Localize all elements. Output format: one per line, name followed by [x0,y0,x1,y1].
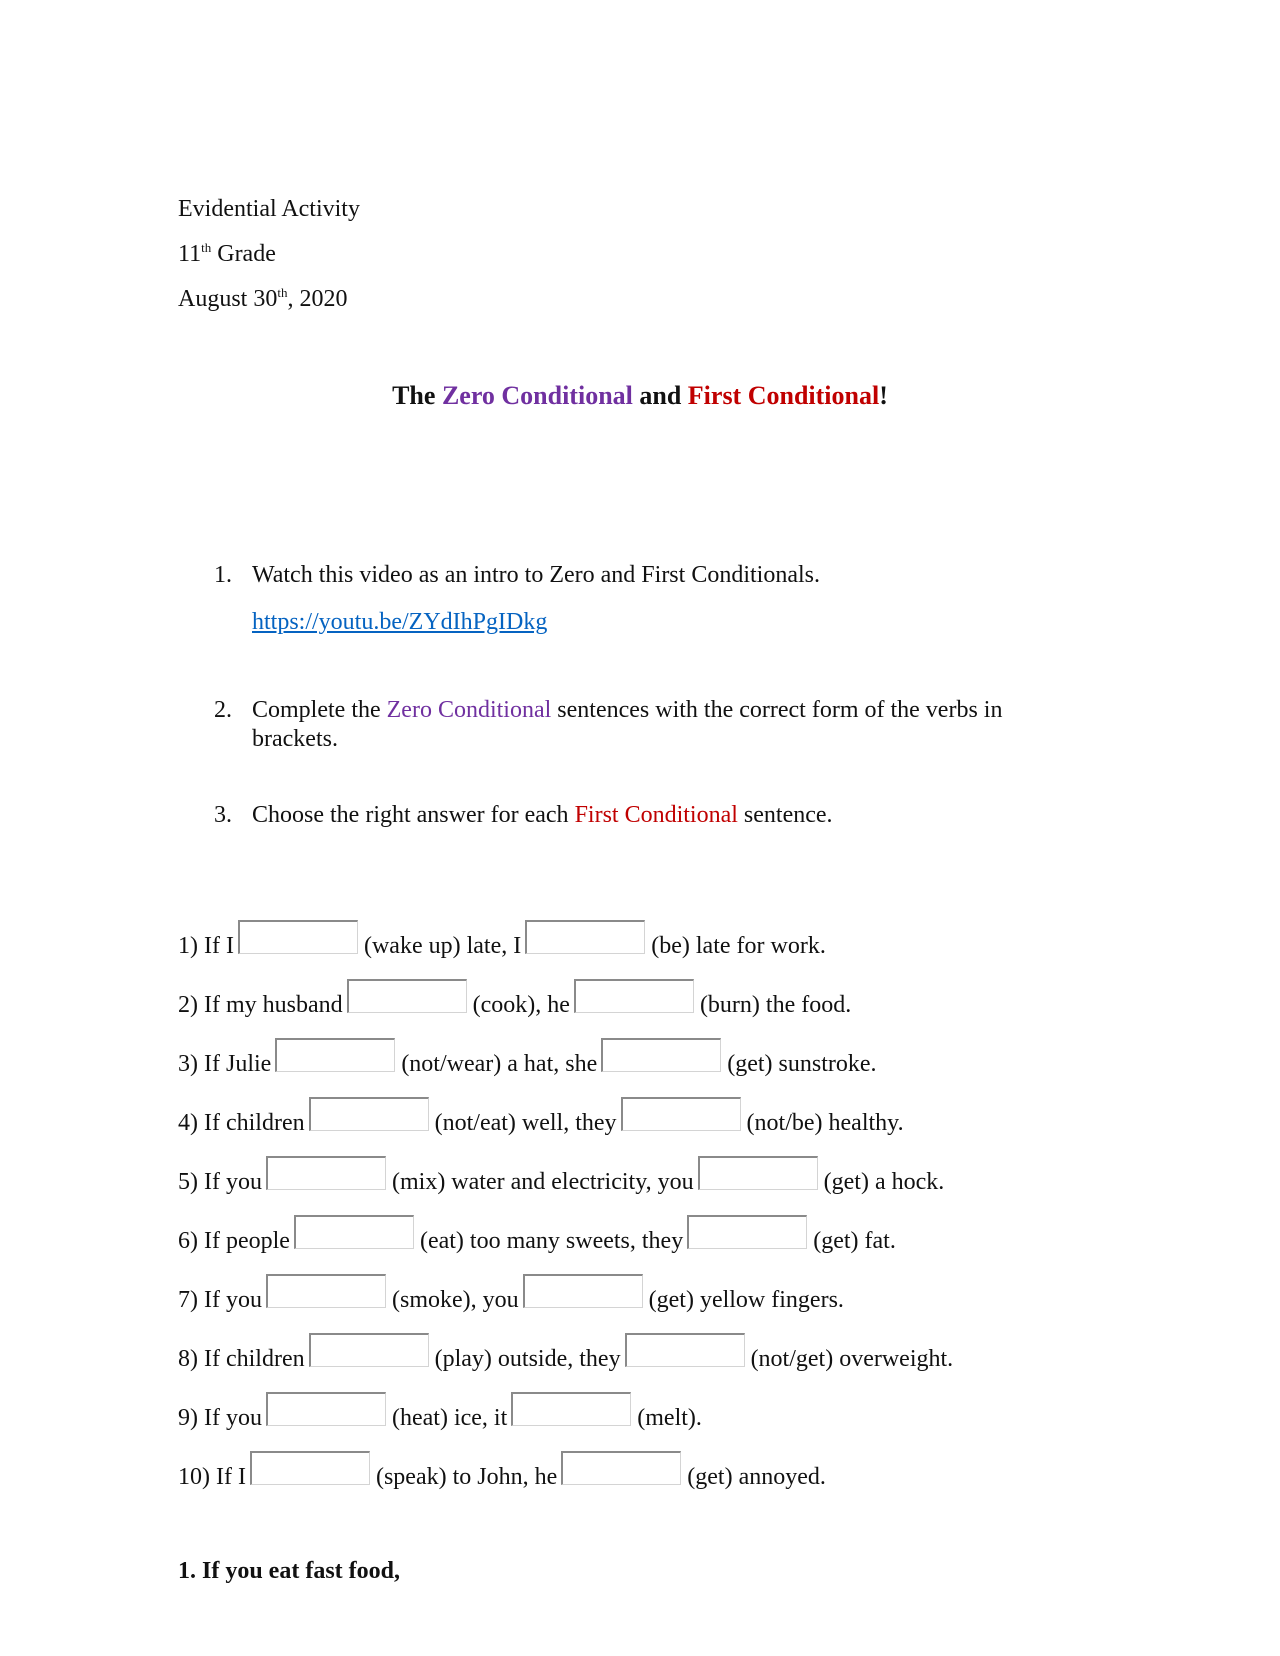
date-suffix: th [277,285,288,300]
instruction-text: Watch this video as an intro to Zero and First Conditionals. [252,562,820,588]
answer-box[interactable] [266,1392,386,1426]
sentence-middle: (not/wear) a hat, she [401,1051,598,1077]
title-first-conditional: First Conditional [687,381,880,410]
answer-box[interactable] [574,979,694,1013]
answer-box[interactable] [621,1097,741,1131]
sentence-start: 4) If children [178,1110,305,1136]
answer-box[interactable] [238,920,358,954]
instruction-body [252,696,1054,754]
instruction-number: 2. [214,697,232,723]
answer-box[interactable] [347,979,467,1013]
sentence-start: 10) If I [178,1464,246,1490]
date-main: August 30 [178,286,278,312]
answer-box[interactable] [309,1333,429,1367]
answer-box[interactable] [309,1097,429,1131]
answer-box[interactable] [511,1392,631,1426]
sentence-end: (melt). [637,1405,702,1431]
sentence-end: (be) late for work. [651,933,826,959]
sentence-middle: (smoke), you [391,1287,519,1313]
sentence-end: (get) a hock. [823,1169,945,1195]
answer-box[interactable] [698,1156,818,1190]
sentence-end: (get) fat. [813,1228,896,1254]
sentence-middle: (heat) ice, it [391,1405,508,1431]
answer-box[interactable] [625,1333,745,1367]
title-text: ! [879,381,888,410]
sentence-middle: (speak) to John, he [375,1464,558,1490]
answer-box[interactable] [525,920,645,954]
sentence-start: 1) If I [178,933,234,959]
answer-box[interactable] [687,1215,807,1249]
instruction-text: Choose the right answer for each [252,802,575,828]
first-conditional-highlight: First Conditional [574,802,738,828]
sentence-middle: (cook), he [472,992,570,1018]
grade-word: Grade [217,241,276,267]
sentence-start: 8) If children [178,1346,305,1372]
sentence-start: 3) If Julie [178,1051,272,1077]
exercise-sentence-2 [178,977,851,1021]
sentence-middle: (not/eat) well, they [434,1110,617,1136]
sentence-start: 5) If you [178,1169,262,1195]
date-year: , 2020 [287,286,348,312]
title-text: The [392,381,442,410]
sentence-end: (burn) the food. [699,992,852,1018]
answer-box[interactable] [266,1274,386,1308]
sentence-start: 9) If you [178,1405,262,1431]
sentence-end: (get) annoyed. [687,1464,826,1490]
instruction-3 [214,801,1054,830]
answer-box[interactable] [294,1215,414,1249]
instruction-number: 1. [214,562,232,588]
date-label [178,285,347,313]
exercise-sentence-9 [178,1390,702,1434]
answer-box[interactable] [250,1451,370,1485]
instruction-text: Complete the [252,697,387,723]
instruction-text: sentences with the correct form of the verbs in brackets. [252,697,1003,752]
exercise-sentence-5 [178,1154,944,1198]
exercise-sentence-8 [178,1331,953,1375]
answer-box[interactable] [601,1038,721,1072]
sentence-middle: (play) outside, they [434,1346,621,1372]
sentence-end: (not/get) overweight. [750,1346,954,1372]
answer-box[interactable] [561,1451,681,1485]
sentence-start: 2) If my husband [178,992,343,1018]
instruction-body [252,561,1054,637]
sentence-end: (not/be) healthy. [746,1110,904,1136]
sentence-start: 6) If people [178,1228,290,1254]
grade-label [178,240,276,268]
grade-number: 11 [178,241,202,267]
sentence-middle: (mix) water and electricity, you [391,1169,694,1195]
page-title [0,381,1280,411]
sentence-end: (get) sunstroke. [727,1051,877,1077]
answer-box[interactable] [523,1274,643,1308]
zero-conditional-highlight: Zero Conditional [386,697,552,723]
title-zero-conditional: Zero Conditional [441,381,633,410]
activity-label: Evidential Activity [178,196,360,222]
exercise-sentence-6 [178,1213,896,1257]
first-conditional-question-1: 1. If you eat fast food, [178,1558,400,1584]
grade-suffix: th [201,240,212,255]
exercise-sentence-3 [178,1036,877,1080]
instruction-text: sentence. [737,802,833,828]
sentence-middle: (eat) too many sweets, they [419,1228,684,1254]
sentence-middle: (wake up) late, I [363,933,522,959]
answer-box[interactable] [275,1038,395,1072]
answer-box[interactable] [266,1156,386,1190]
instruction-number: 3. [214,802,232,828]
exercise-sentence-7 [178,1272,844,1316]
exercise-sentence-4 [178,1095,904,1139]
instruction-1 [214,561,1054,637]
sentence-end: (get) yellow fingers. [648,1287,844,1313]
video-link[interactable]: https://youtu.be/ZYdIhPgIDkg [252,609,548,635]
sentence-start: 7) If you [178,1287,262,1313]
exercise-sentence-1 [178,918,826,962]
title-text: and [632,381,688,410]
exercise-sentence-10 [178,1449,826,1493]
instruction-body [252,801,1054,830]
instruction-2 [214,696,1054,754]
